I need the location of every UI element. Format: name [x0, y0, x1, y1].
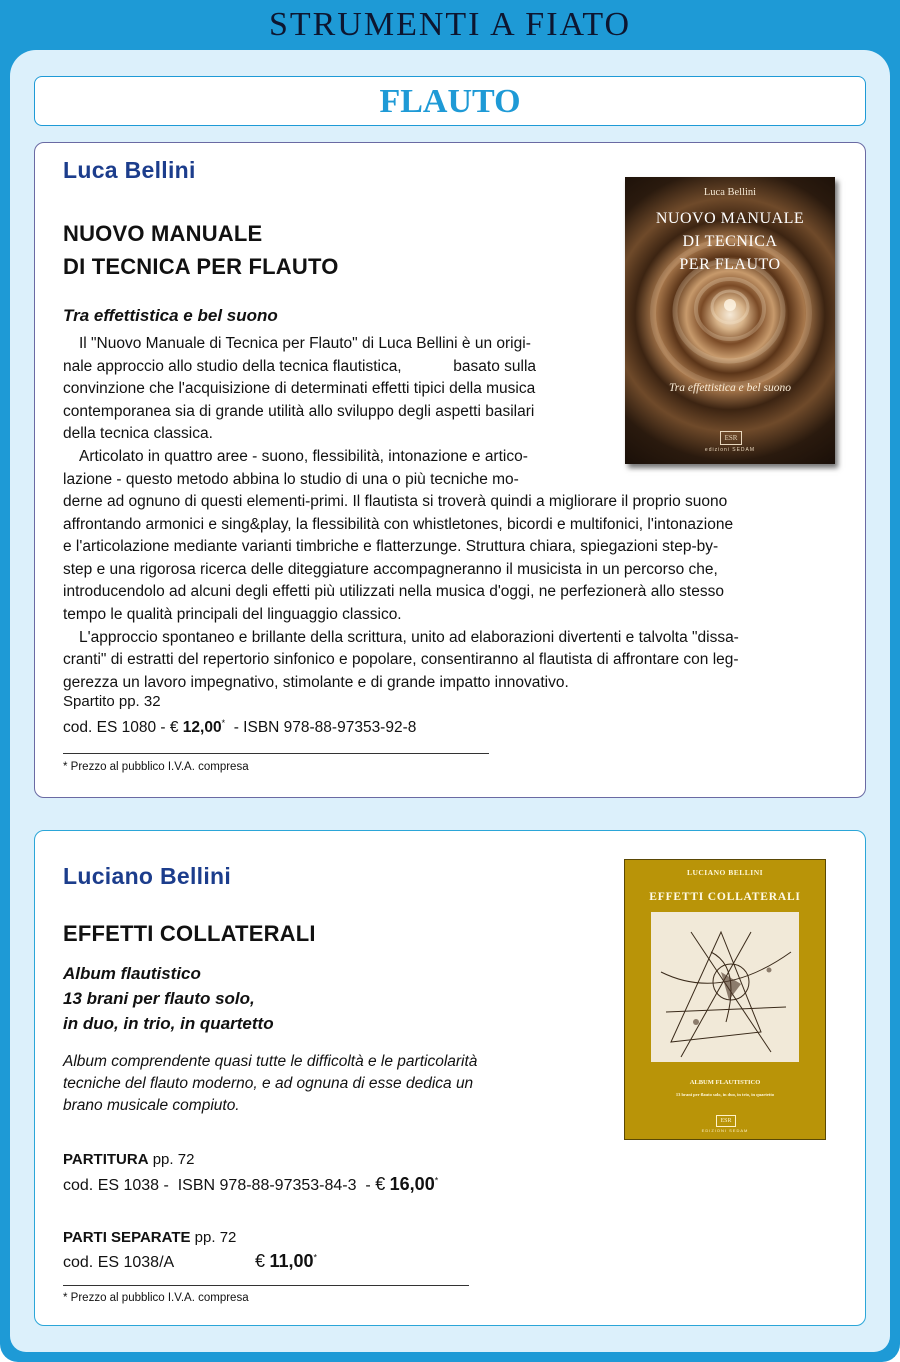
book1-subtitle: Tra effettistica e bel suono — [63, 306, 278, 325]
cover1-publisher: edizioni SEDAM — [704, 447, 756, 453]
book2-subtitle-line: 13 brani per flauto solo, — [63, 989, 255, 1008]
cover2-title: EFFETTI COLLATERALI — [649, 891, 801, 903]
book1-line: affrontando armonici e sing&play, la flessibilità con whistletones, bicordi e multifonici, l'intonazione — [63, 515, 734, 533]
book2-score-price-line — [63, 1174, 438, 1195]
book1-price: 12,00 — [182, 719, 222, 737]
book1-line: derne ad ognuno di questi elementi-primi. Il flautista si troverà quindi a migliorare il proprio suono — [63, 493, 728, 510]
book2-parts-asterisk: * — [313, 1252, 318, 1263]
book1-line: Articolato in quattro aree - suono, flessibilità, intonazione e artico- — [79, 447, 528, 465]
section-title: STRUMENTI A FIATO — [268, 6, 632, 43]
cover1-title — [625, 207, 835, 276]
book2-score-price: 16,00 — [389, 1174, 435, 1194]
cover2-subtitle: ALBUM FLAUTISTICO — [689, 1079, 761, 1086]
cover1-author: Luca Bellini — [703, 187, 757, 198]
cover2-artwork — [651, 912, 799, 1062]
book2-parts-label: PARTI SEPARATE — [63, 1229, 191, 1246]
book1-line: step e una rigorosa ricerca delle diteggiature accompagneranno il musicista in un percorso che, — [63, 560, 718, 578]
book2-description — [63, 1051, 535, 1117]
book1-line: cranti" di estratti del repertorio sinfonico e popolare, consentiranno al flautista di affrontare con leg- — [63, 651, 739, 669]
book2-score-currency: € — [375, 1174, 386, 1194]
book1-line: L'approccio spontaneo e brillante della scrittura, unito ad elaborazioni divertenti e talvolta "dissa- — [79, 628, 739, 646]
book1-line: Il "Nuovo Manuale di Tecnica per Flauto" di Luca Bellini è un origi- — [79, 335, 531, 352]
book1-line: e l'articolazione mediante varianti timbriche e flatterzunge. Struttura chiara, spiegazioni step-by- — [63, 538, 719, 556]
book1-line: convinzione che l'acquisizione di determinati effetti tipici della musica — [63, 380, 536, 398]
book1-title-line2: DI TECNICA PER FLAUTO — [63, 254, 339, 279]
book2-subtitle-line: Album flautistico — [63, 964, 201, 983]
book-card-1 — [34, 142, 866, 798]
book1-line: tempo le qualità principali del linguaggio classico. — [63, 605, 402, 623]
book1-description-b — [63, 491, 853, 694]
book1-line: introducendolo ad alcuni degli effetti più utilizzati nella musica d'oggi, ne perfezionerà allo stesso — [63, 583, 724, 601]
book2-price-note: * Prezzo al pubblico I.V.A. compresa — [63, 1292, 249, 1304]
cover1-title-line: NUOVO MANUALE — [655, 210, 805, 227]
book2-score-line — [63, 1151, 194, 1168]
cover2-author: LUCIANO BELLINI — [686, 868, 764, 877]
book2-parts-pages: pp. 72 — [190, 1229, 237, 1246]
book2-score-pages: pp. 72 — [148, 1151, 195, 1168]
book2-desc-line: tecniche del flauto moderno, e ad ognuna di esse dedica un — [63, 1075, 474, 1092]
cover1-subtitle: Tra effettistica e bel suono — [668, 382, 792, 394]
book1-line: lazione - questo metodo abbina lo studio di una o più tecniche mo- — [63, 470, 519, 488]
publisher-logo-icon: ESR — [720, 431, 742, 445]
book1-asterisk: * — [221, 718, 226, 728]
category-title: FLAUTO — [379, 83, 521, 120]
book1-line: contemporanea sia di grande utilità allo sviluppo degli aspetti basilari — [63, 402, 535, 420]
book2-parts-price: 11,00 — [269, 1251, 314, 1271]
book1-code: cod. ES 1080 - — [63, 719, 170, 737]
book2-score-label: PARTITURA — [63, 1151, 149, 1168]
book2-score-code: cod. ES 1038 - ISBN 978-88-97353-84-3 - — [63, 1177, 376, 1194]
abstract-drawing-icon — [651, 912, 799, 1062]
divider — [63, 1285, 469, 1286]
book1-title — [63, 217, 339, 283]
book1-isbn: - ISBN 978-88-97353-92-8 — [225, 719, 417, 737]
book2-desc-line: Album comprendente quasi tutte le difficoltà e le particolarità — [63, 1053, 478, 1070]
book2-desc-line: brano musicale compiuto. — [63, 1097, 240, 1114]
book2-parts-price-line — [63, 1251, 317, 1272]
book-card-2 — [34, 830, 866, 1326]
cover1-title-line: DI TECNICA — [682, 233, 778, 250]
book2-cover-image — [624, 859, 826, 1140]
book2-title: EFFETTI COLLATERALI — [63, 921, 316, 946]
book1-price-note: * Prezzo al pubblico I.V.A. compresa — [63, 761, 249, 773]
book2-parts-currency: € — [255, 1251, 266, 1271]
book2-parts-line — [63, 1229, 236, 1246]
book1-line: nale approccio allo studio della tecnica flautistica, basato sulla — [63, 357, 537, 375]
cover2-subtitle2: 13 brani per flauto solo, in duo, in trio, in quartetto — [675, 1092, 775, 1097]
book2-author: Luciano Bellini — [63, 863, 232, 889]
book1-title-line1: NUOVO MANUALE — [63, 221, 263, 246]
cover2-publisher: EDIZIONI SEDAM — [701, 1128, 749, 1133]
book1-author: Luca Bellini — [63, 157, 196, 183]
book2-subtitle — [63, 961, 274, 1036]
book1-price-line — [63, 718, 416, 737]
book2-score-asterisk: * — [434, 1175, 439, 1186]
publisher-logo-icon: ESR — [716, 1115, 736, 1127]
book1-line: gerezza un lavoro impegnativo, stimolante e di grande impatto innovativo. — [63, 673, 569, 691]
category-box — [34, 76, 866, 126]
book1-pages: Spartito pp. 32 — [63, 693, 161, 710]
divider — [63, 753, 489, 754]
book2-subtitle-line: in duo, in trio, in quartetto — [63, 1014, 274, 1033]
book1-line: della tecnica classica. — [63, 425, 213, 443]
book1-cover-image — [625, 177, 835, 464]
cover1-title-line: PER FLAUTO — [679, 256, 781, 273]
book2-parts-code: cod. ES 1038/A — [63, 1254, 175, 1271]
book1-currency: € — [169, 719, 179, 737]
book1-description-a — [63, 333, 623, 491]
